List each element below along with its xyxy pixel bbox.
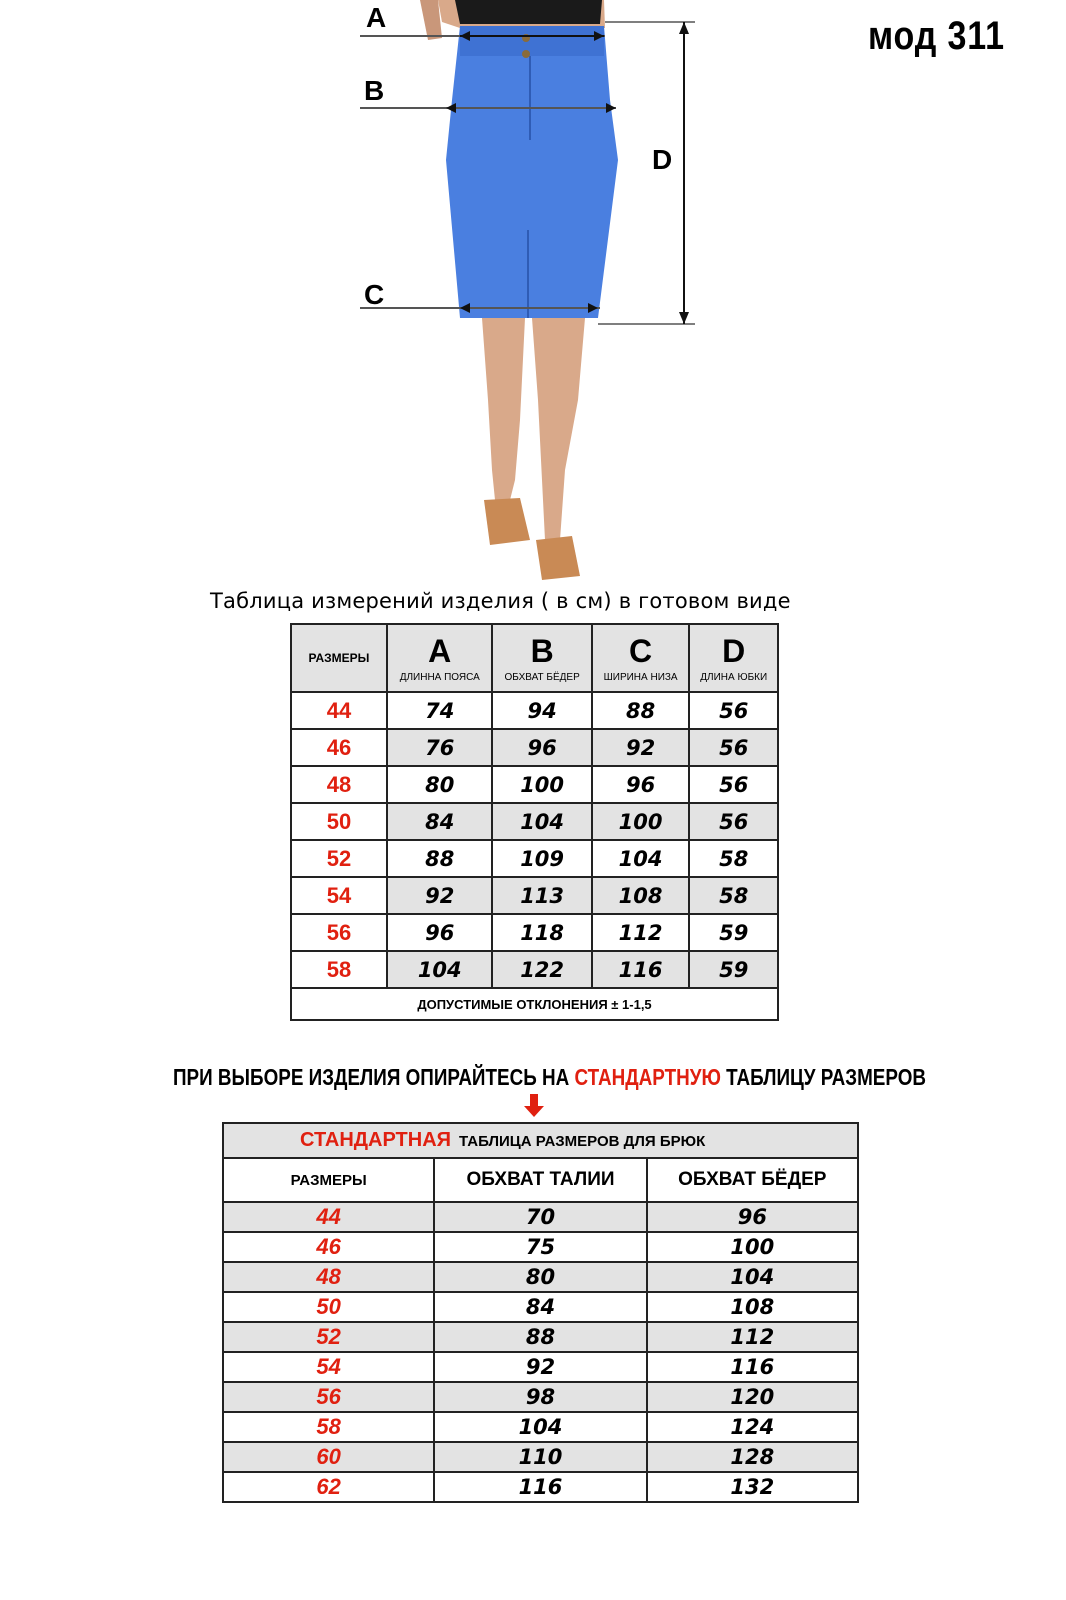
table-row [223, 1292, 858, 1322]
skirt-drawing [360, 0, 720, 590]
tolerance-row [291, 988, 778, 1020]
value-cell: 104 [592, 840, 690, 877]
standard-size-table [222, 1122, 859, 1503]
waist-cell: 80 [434, 1262, 646, 1292]
right-leg-shape [532, 318, 585, 540]
size-cell: 62 [223, 1472, 434, 1502]
waist-column-header: ОБХВАТ ТАЛИИ [434, 1158, 646, 1202]
size-cell: 56 [291, 914, 387, 951]
column-header-c: C ШИРИНА НИЗА [592, 624, 690, 692]
value-cell: 92 [387, 877, 492, 914]
hips-cell: 96 [647, 1202, 858, 1232]
table-row [223, 1202, 858, 1232]
skirt-illustration [360, 0, 720, 590]
right-sandal-shape [536, 536, 580, 580]
column-header-d: D ДЛИНА ЮБКИ [689, 624, 778, 692]
size-cell: 46 [223, 1232, 434, 1262]
hips-cell: 108 [647, 1292, 858, 1322]
size-cell: 44 [291, 692, 387, 729]
standard-table-caption-row [223, 1123, 858, 1158]
size-column-header: РАЗМЕРЫ [223, 1158, 434, 1202]
value-cell: 59 [689, 914, 778, 951]
value-cell: 88 [592, 692, 690, 729]
caption-highlight: СТАНДАРТНАЯ [300, 1129, 452, 1151]
left-hand-shape [420, 0, 442, 40]
marker-c: C [364, 279, 385, 310]
waist-cell: 70 [434, 1202, 646, 1232]
marker-a: A [366, 2, 387, 33]
value-cell: 56 [689, 729, 778, 766]
waist-cell: 75 [434, 1232, 646, 1262]
waistband-shape [460, 26, 604, 56]
table-row [223, 1232, 858, 1262]
measurement-table-title: Таблица измерений изделия ( в см) в готовом виде [210, 589, 791, 613]
table-row [291, 951, 778, 988]
value-cell: 96 [387, 914, 492, 951]
value-cell: 59 [689, 951, 778, 988]
size-cell: 44 [223, 1202, 434, 1232]
waist-cell: 110 [434, 1442, 646, 1472]
measurement-table-header [291, 624, 778, 692]
hips-cell: 124 [647, 1412, 858, 1442]
size-cell: 58 [223, 1412, 434, 1442]
table-row [223, 1382, 858, 1412]
value-cell: 96 [492, 729, 591, 766]
left-leg-shape [482, 318, 525, 500]
table-row [291, 766, 778, 803]
top-shirt-shape [455, 0, 602, 24]
table-row [223, 1322, 858, 1352]
size-cell: 52 [291, 840, 387, 877]
standard-table-header [223, 1158, 858, 1202]
notice-text-before: ПРИ ВЫБОРЕ ИЗДЕЛИЯ ОПИРАЙТЕСЬ НА [173, 1064, 575, 1090]
value-cell: 56 [689, 766, 778, 803]
value-cell: 100 [592, 803, 690, 840]
waist-cell: 116 [434, 1472, 646, 1502]
table-row [223, 1412, 858, 1442]
waist-cell: 104 [434, 1412, 646, 1442]
value-cell: 108 [592, 877, 690, 914]
table-row [291, 729, 778, 766]
caption-rest: ТАБЛИЦА РАЗМЕРОВ ДЛЯ БРЮК [459, 1133, 706, 1150]
value-cell: 84 [387, 803, 492, 840]
hips-cell: 100 [647, 1232, 858, 1262]
marker-d: D [652, 144, 673, 175]
value-cell: 109 [492, 840, 591, 877]
size-cell: 48 [223, 1262, 434, 1292]
hips-cell: 128 [647, 1442, 858, 1472]
size-cell: 54 [291, 877, 387, 914]
value-cell: 94 [492, 692, 591, 729]
hips-cell: 104 [647, 1262, 858, 1292]
size-cell: 52 [223, 1322, 434, 1352]
hips-cell: 116 [647, 1352, 858, 1382]
size-cell: 56 [223, 1382, 434, 1412]
value-cell: 116 [592, 951, 690, 988]
value-cell: 88 [387, 840, 492, 877]
notice-text-after: ТАБЛИЦУ РАЗМЕРОВ [720, 1064, 927, 1090]
size-cell: 46 [291, 729, 387, 766]
hips-cell: 132 [647, 1472, 858, 1502]
tolerance-note: ДОПУСТИМЫЕ ОТКЛОНЕНИЯ ± 1-1,5 [291, 988, 778, 1020]
model-label: мод 311 [868, 14, 1005, 58]
value-cell: 96 [592, 766, 690, 803]
table-row [223, 1352, 858, 1382]
arrow-down-icon [524, 1094, 544, 1118]
size-cell: 60 [223, 1442, 434, 1472]
size-column-header: РАЗМЕРЫ [291, 624, 387, 692]
value-cell: 92 [592, 729, 690, 766]
table-row [291, 914, 778, 951]
waist-cell: 92 [434, 1352, 646, 1382]
value-cell: 74 [387, 692, 492, 729]
size-cell: 48 [291, 766, 387, 803]
table-row [291, 803, 778, 840]
value-cell: 80 [387, 766, 492, 803]
notice-highlight: СТАНДАРТНУЮ [574, 1064, 721, 1090]
value-cell: 104 [387, 951, 492, 988]
waist-cell: 88 [434, 1322, 646, 1352]
value-cell: 113 [492, 877, 591, 914]
size-notice [173, 1064, 926, 1091]
size-cell: 50 [291, 803, 387, 840]
table-row [223, 1472, 858, 1502]
size-cell: 58 [291, 951, 387, 988]
hips-cell: 120 [647, 1382, 858, 1412]
value-cell: 56 [689, 803, 778, 840]
waist-cell: 84 [434, 1292, 646, 1322]
table-row [291, 877, 778, 914]
value-cell: 112 [592, 914, 690, 951]
left-sandal-shape [484, 498, 530, 545]
column-header-a: A ДЛИННА ПОЯСА [387, 624, 492, 692]
value-cell: 76 [387, 729, 492, 766]
value-cell: 56 [689, 692, 778, 729]
value-cell: 122 [492, 951, 591, 988]
skirt-shape [446, 26, 618, 318]
column-header-b: B ОБХВАТ БЁДЕР [492, 624, 591, 692]
value-cell: 58 [689, 840, 778, 877]
table-row [291, 840, 778, 877]
value-cell: 58 [689, 877, 778, 914]
value-cell: 100 [492, 766, 591, 803]
value-cell: 104 [492, 803, 591, 840]
table-row [223, 1442, 858, 1472]
table-row [291, 692, 778, 729]
waist-cell: 98 [434, 1382, 646, 1412]
hips-cell: 112 [647, 1322, 858, 1352]
measurement-table [290, 623, 779, 1021]
marker-b: B [364, 75, 385, 106]
size-cell: 50 [223, 1292, 434, 1322]
standard-table-caption [223, 1123, 858, 1158]
size-cell: 54 [223, 1352, 434, 1382]
value-cell: 118 [492, 914, 591, 951]
hips-column-header: ОБХВАТ БЁДЕР [647, 1158, 858, 1202]
table-row [223, 1262, 858, 1292]
